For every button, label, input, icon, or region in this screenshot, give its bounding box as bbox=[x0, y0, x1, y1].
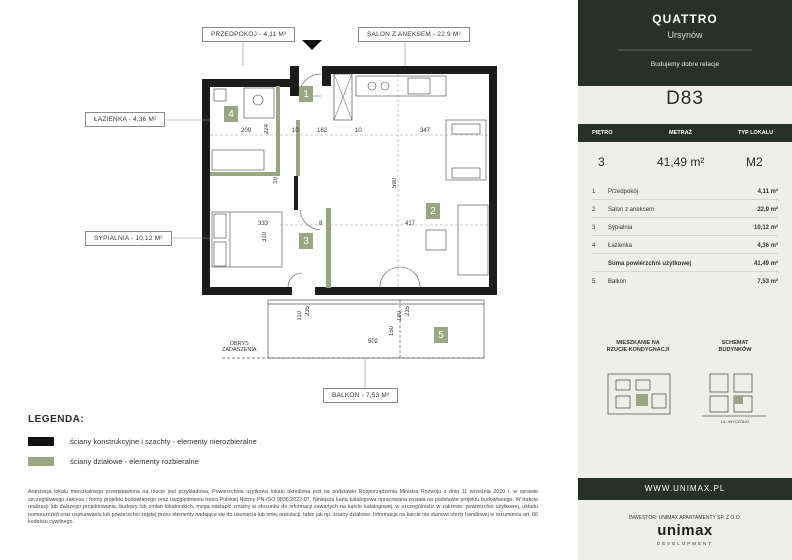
room-name: Salon z aneksem bbox=[608, 207, 655, 213]
legend-swatch-partition bbox=[28, 457, 54, 466]
legend-label-partition: ściany działowe - elementy rozbieralne bbox=[70, 457, 199, 466]
dim-label: 310 bbox=[262, 232, 268, 243]
legend-label-structural: ściany konstrukcyjne i szachty - elementy nierozbieralne bbox=[70, 437, 257, 446]
room-number-2: 2 bbox=[426, 203, 440, 219]
value-floor: 3 bbox=[598, 155, 605, 169]
dim-label: 502 bbox=[368, 339, 379, 345]
legend-title: LEGENDA: bbox=[28, 414, 85, 425]
room-row bbox=[592, 276, 778, 290]
developer-logo-subtitle: DEVELOPMENT bbox=[656, 541, 713, 546]
street-label: UL. WYCZÓŁKI bbox=[720, 419, 750, 424]
room-area: 4,36 m² bbox=[757, 243, 778, 249]
meta-header-bar bbox=[578, 124, 792, 142]
investor-text: INWESTOR: UNIMAX APARTAMENTY SP. Z O.O. bbox=[629, 515, 741, 521]
dim-label: 347 bbox=[420, 128, 431, 134]
website-bar bbox=[578, 478, 792, 500]
website-link[interactable]: WWW.UNIMAX.PL bbox=[644, 484, 726, 493]
divider-line bbox=[578, 48, 792, 52]
room-row bbox=[592, 240, 778, 254]
floor-location-map bbox=[602, 368, 682, 423]
room-area: 22,9 m² bbox=[757, 207, 778, 213]
dim-label: 590 bbox=[392, 178, 398, 189]
dim-label: 8 bbox=[319, 221, 323, 227]
label-bathroom: ŁAZIENKA - 4,36 M² bbox=[85, 112, 165, 127]
room-number-5: 5 bbox=[434, 327, 448, 343]
room-area: 4,11 m² bbox=[757, 189, 778, 195]
dim-label: 182 bbox=[317, 128, 328, 134]
room-number-4: 4 bbox=[224, 106, 238, 122]
developer-logo: unimax bbox=[657, 522, 713, 539]
value-type: M2 bbox=[746, 155, 763, 169]
label-hall: PRZEDPOKÓJ - 4,11 M² bbox=[202, 27, 295, 42]
legend-swatch-structural bbox=[28, 437, 54, 446]
dim-label: 209 bbox=[241, 128, 252, 134]
label-balcony: BALKON - 7,53 M² bbox=[323, 388, 398, 403]
dim-label: 224 bbox=[264, 124, 270, 135]
legend-item-partition bbox=[28, 457, 199, 466]
room-row bbox=[592, 222, 778, 236]
dim-label: 333 bbox=[258, 221, 269, 227]
dim-label: 180 bbox=[397, 311, 403, 322]
room-index: 5 bbox=[592, 279, 596, 285]
room-name: Sypialnia bbox=[608, 225, 633, 231]
room-row-total bbox=[592, 258, 778, 272]
header-type: TYP LOKALU bbox=[738, 130, 774, 136]
room-number-3: 3 bbox=[299, 233, 313, 249]
room-index: 3 bbox=[592, 225, 596, 231]
label-living: SALON Z ANEKSEM - 22,9 M² bbox=[358, 27, 470, 42]
dim-label: 150 bbox=[389, 326, 395, 337]
building-scheme-map bbox=[696, 366, 776, 421]
dim-label: 10 bbox=[355, 128, 362, 134]
brand-subtitle: Ursynów bbox=[667, 30, 703, 40]
info-panel bbox=[578, 0, 792, 560]
dim-label: 10 bbox=[292, 128, 299, 134]
room-row bbox=[592, 186, 778, 200]
floor-location-title: MIESZKANIE NA RZUCIE KONDYGNACJI bbox=[606, 340, 670, 353]
room-number-1: 1 bbox=[299, 86, 313, 102]
room-row bbox=[592, 204, 778, 218]
dim-label: 110 bbox=[297, 311, 303, 321]
dim-label: 10 bbox=[273, 177, 279, 184]
room-index: 4 bbox=[592, 243, 596, 249]
room-name: Suma powierzchni użytkowej bbox=[608, 261, 692, 267]
brand-tagline: Budujemy dobre relacje bbox=[650, 61, 720, 68]
room-name: Przedpokój bbox=[608, 189, 639, 195]
disclaimer-text: Aranżacja lokalu mieszkalnego przedstawiona na rzucie jest przykładowa. Powierzchnia użytkowa lokalu określona jest na podstawie Rozporządzenia Ministra Rozwoju z dnia 11 września 2020 r. w sprawie szczegółowego zakresu i formy projektu budowlanego oraz uwzględnieniu treści Polskiej Normy PN-ISO 9836:2022-07. Niniejsza karta katalogowa opracowana została na podstawie projektu budowlanego. W trakcie realizacji lub dalszego projektowania, budowy lub zmian lokatorskich, mogą nastąpić zmiany w stosunku do informacji zawartych na karcie katalogowej, w szczególności w zakresie: powierzchni użytkowej, układu pomieszczeń oraz usytuowaniu lub powierzchni zajętej przez elementy nadające się do usunięcia lub innej aranżacji, takie jak np. ściany działowe. Informacja na karcie nie stanowi oferty handlowej w rozumieniu art. 66 kodeksu cywilnego. bbox=[28, 489, 538, 526]
room-name: Balkon bbox=[608, 279, 627, 285]
dim-label: 235 bbox=[405, 306, 411, 317]
header-floor: PIĘTRO bbox=[592, 130, 613, 136]
label-bedroom: SYPIALNIA - 10,12 M² bbox=[85, 231, 172, 246]
room-index: 2 bbox=[592, 207, 596, 213]
building-scheme-title: SCHEMAT BUDYNKÓW bbox=[718, 340, 752, 353]
dim-label: 235 bbox=[305, 306, 311, 317]
room-index: 1 bbox=[592, 189, 596, 195]
room-area: 7,53 m² bbox=[757, 279, 778, 285]
brand-name: QUATTRO bbox=[652, 12, 718, 26]
dim-label: 417 bbox=[405, 221, 416, 227]
room-name: Łazienka bbox=[608, 243, 633, 249]
apartment-code: D83 bbox=[666, 88, 704, 109]
label-roof-outline: OBRYS ZADASZENIA bbox=[222, 341, 257, 353]
header-area: METRAŻ bbox=[669, 130, 692, 136]
room-area: 10,12 m² bbox=[753, 225, 778, 231]
room-area: 41,49 m² bbox=[753, 261, 778, 267]
value-area: 41,49 m² bbox=[657, 155, 705, 169]
legend-item-structural bbox=[28, 437, 257, 446]
brand-header bbox=[578, 0, 792, 86]
